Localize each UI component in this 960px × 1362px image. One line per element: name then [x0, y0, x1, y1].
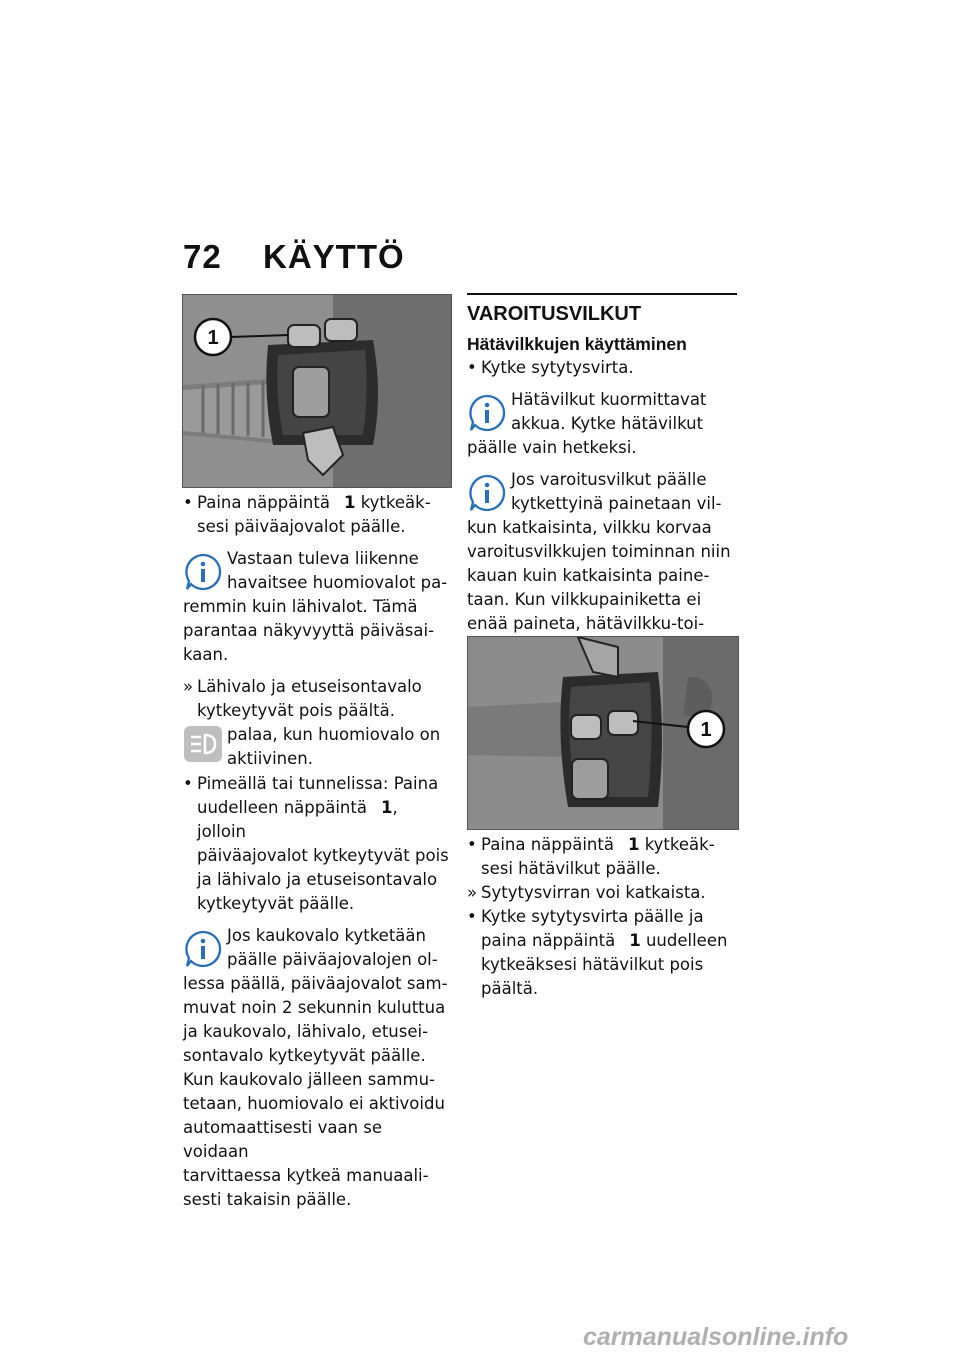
daytime-running-light-icon — [183, 725, 223, 763]
info-icon — [183, 553, 223, 591]
info-icon — [183, 930, 223, 968]
watermark: carmanualsonline.info — [583, 1323, 849, 1351]
left-bullet-2: • Pimeällä tai tunnelissa: Paina uudelleen näppäintä 1, jolloin päiväajovalot kytkeytyvät pois ja lähivalo ja etuseisontavalo kytkeytyvät päälle. — [183, 774, 449, 913]
handlebar-photo-left — [182, 294, 452, 488]
subsection-title: Hätävilkkujen käyttäminen — [467, 334, 687, 354]
right-bullet-2: • Paina näppäintä 1 kytkeäk- sesi hätävilkut päälle. — [467, 835, 715, 878]
left-column — [183, 491, 451, 1212]
right-column-lower — [467, 833, 739, 1001]
info-icon — [467, 394, 507, 432]
left-info-note-1: Vastaan tuleva liikenne havaitsee huomiovalot pa- remmin kuin lähivalot. Tämä parantaa näkyvyyttä päiväsai- kaan. — [183, 549, 448, 664]
section-rule — [467, 293, 737, 295]
left-lamp-note: palaa, kun huomiovalo on aktiivinen. — [183, 723, 451, 771]
photo-callout-1: 1 — [207, 327, 219, 349]
handlebar-photo-right — [467, 636, 739, 830]
right-bullet-1: • Kytke sytytysvirta. — [467, 358, 634, 377]
page-title: KÄYTTÖ — [263, 238, 405, 275]
info-icon — [467, 474, 507, 512]
right-info-note-1: Hätävilkut kuormittavat akkua. Kytke hätävilkut päälle vain hetkeksi. — [467, 390, 707, 457]
right-info-note-2: Jos varoitusvilkut päälle kytkettyinä painetaan vil- kun katkaisinta, vilkku korvaa varoitusvilkkujen toiminnan niin kauan kuin katkaisinta paine- taan. Kun vilkkupainiketta ei enää paineta, hätävilkku-toi- — [467, 470, 731, 633]
left-bullet-1: • Paina näppäintä 1 kytkeäk- sesi päiväajovalot päälle. — [183, 493, 431, 536]
section-title: VAROITUSVILKUT — [467, 303, 642, 325]
left-result-1: » Lähivalo ja etuseisontavalo kytkeytyvät pois päältä. — [183, 677, 422, 720]
right-result-1: » Sytytysvirran voi katkaista. — [467, 883, 706, 902]
right-column — [467, 296, 739, 660]
right-bullet-3: • Kytke sytytysvirta päälle ja paina näppäintä 1 uudelleen kytkeäksesi hätävilkut pois päältä. — [467, 907, 728, 998]
left-info-note-2: Jos kaukovalo kytketään päälle päiväajovalojen ol- lessa päällä, päiväajovalot sam- muvat noin 2 sekunnin kuluttua ja kaukovalo, lähivalo, etusei- sontavalo kytkeytyvät päälle. Kun kaukovalo jälleen sammu- tetaan, huomiovalo ei aktivoidu automaattisesti vaan se voidaan tarvittaessa kytkeä manuaali- sesti takaisin päälle. — [183, 926, 448, 1209]
photo-callout-1-right: 1 — [700, 719, 712, 741]
page-number: 72 — [183, 238, 222, 275]
page-header — [183, 238, 405, 276]
